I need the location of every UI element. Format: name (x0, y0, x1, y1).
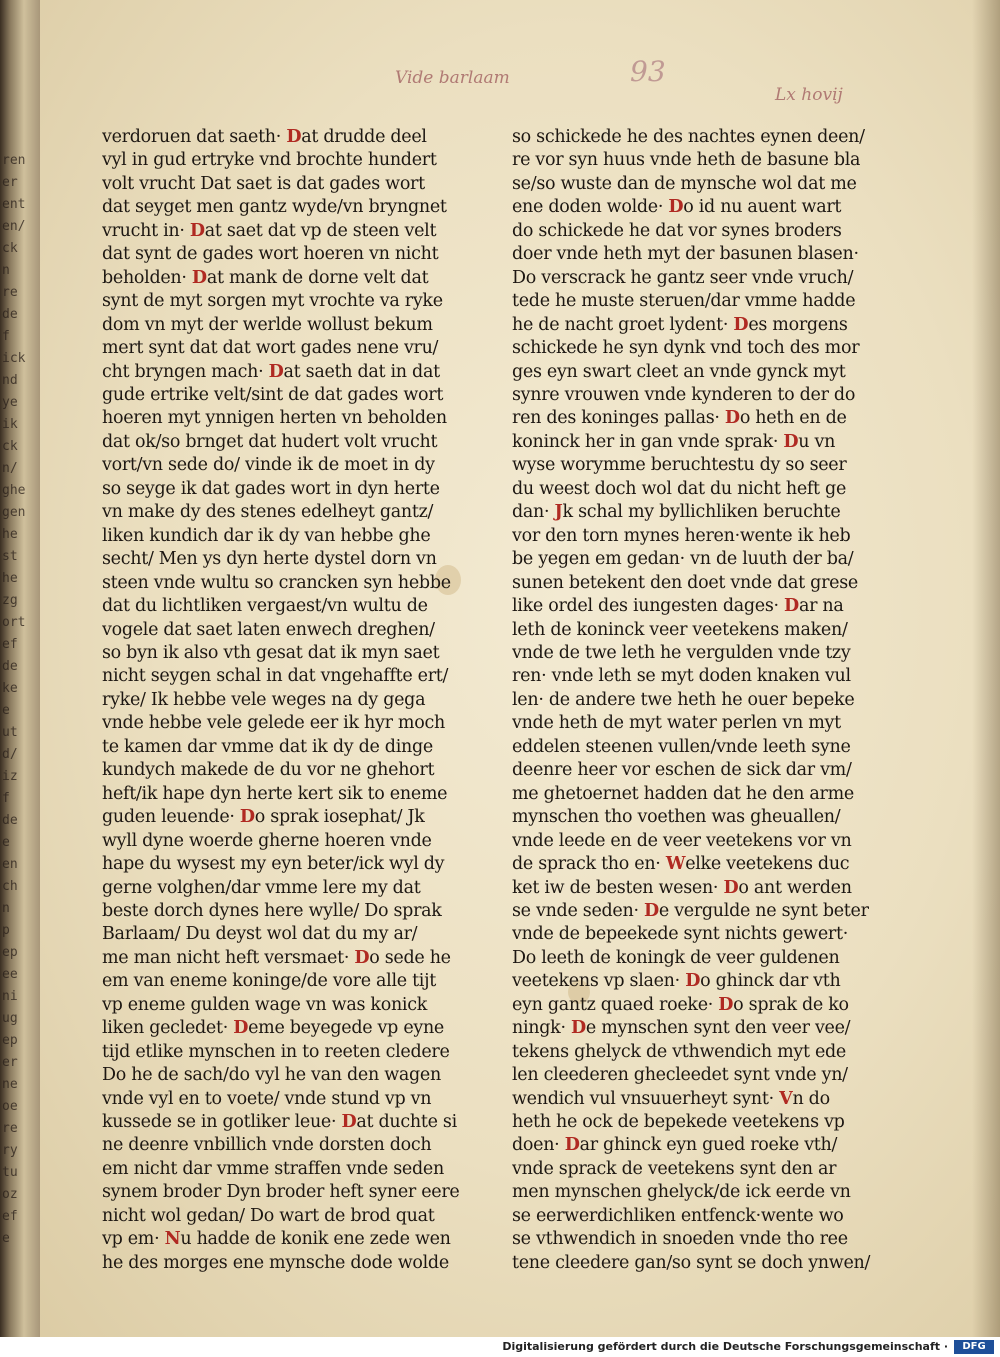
text-line: cht bryngen mach· Dat saeth dat in dat (102, 361, 440, 382)
adjacent-text-fragment: f (2, 329, 10, 344)
adjacent-text-fragment: ick (2, 351, 26, 366)
text-line: re vor syn huus vnde heth de basune bla (512, 150, 861, 171)
adjacent-text-fragment: n/ (2, 461, 18, 476)
text-line: he de nacht groet lydent· Des morgens (512, 314, 848, 335)
text-line: tekens ghelyck de vthwendich myt ede (512, 1041, 846, 1062)
text-line: ne deenre vnbillich vnde dorsten doch (102, 1135, 432, 1156)
margin-note-right: Lx hovij (775, 85, 843, 105)
text-line: mynschen tho voethen was gheuallen/ (512, 807, 841, 828)
text-line: liken kundich dar ik dy van hebbe ghe (102, 525, 431, 546)
adjacent-text-fragment: oe (2, 1099, 18, 1114)
adjacent-text-fragment: de (2, 813, 18, 828)
text-line: doen· Dar ghinck eyn gued roeke vth/ (512, 1135, 838, 1156)
adjacent-text-fragment: ort (2, 615, 26, 630)
text-line: leth de koninck veer veetekens maken/ (512, 619, 848, 640)
adjacent-text-fragment: ne (2, 1077, 18, 1092)
text-line: ren des koninges pallas· Do heth en de (512, 408, 847, 429)
text-line: hape du wysest my eyn beter/ick wyl dy (102, 854, 445, 875)
text-line: len· de andere twe heth he ouer bepeke (512, 689, 855, 710)
text-line: vp eneme gulden wage vn was konick (102, 994, 428, 1015)
adjacent-text-fragment: ut (2, 725, 18, 740)
text-line: wyll dyne woerde gherne hoeren vnde (102, 830, 432, 851)
text-line: gerne volghen/dar vmme lere my dat (102, 877, 421, 898)
text-line: gude ertrike velt/sint de dat gades wort (102, 384, 444, 405)
adjacent-text-fragment: ep (2, 945, 18, 960)
adjacent-text-fragment: e (2, 703, 10, 718)
text-line: Do he de sach/do vyl he van den wagen (102, 1065, 441, 1086)
adjacent-page-text (2, 150, 38, 1270)
adjacent-text-fragment: ef (2, 1209, 18, 1224)
text-line: so schickede he des nachtes eynen deen/ (512, 127, 865, 147)
text-line: koninck her in gan vnde sprak· Du vn (512, 431, 836, 452)
text-line: em nicht dar vmme straffen vnde seden (102, 1158, 444, 1179)
book-page (40, 0, 1000, 1337)
text-line: synt de myt sorgen myt vrochte va ryke (102, 291, 443, 312)
text-line: tijd etlike mynschen in to reeten cledere (102, 1041, 450, 1062)
text-line: vnde leede en de veer veetekens vor vn (512, 830, 852, 851)
text-line: ryke/ Ik hebbe vele weges na dy gega (102, 689, 426, 710)
text-line: steen vnde wultu so crancken syn hebbe (102, 572, 451, 593)
text-line: vort/vn sede do/ vinde ik de moet in dy (102, 455, 435, 476)
adjacent-text-fragment: en/ (2, 219, 26, 234)
adjacent-text-fragment: ni (2, 989, 18, 1004)
adjacent-page-edge (0, 0, 40, 1337)
text-line: len cleederen ghecleedet synt vnde yn/ (512, 1065, 848, 1086)
text-line: sunen betekent den doet vnde dat grese (512, 572, 858, 593)
text-line: vrucht in· Dat saet dat vp de steen velt (102, 220, 437, 241)
text-column-right (512, 126, 892, 1275)
adjacent-text-fragment: e (2, 1231, 10, 1246)
text-line: synre vrouwen vnde kynderen to der do (512, 384, 856, 405)
text-line: nicht seygen schal in dat vngehaffte ert/ (102, 666, 449, 687)
text-line: liken gecledet· Deme beyegede vp eyne (102, 1018, 444, 1039)
text-line: wendich vul vnsuuerheyt synt· Vn do (512, 1088, 830, 1109)
text-line: so seyge ik dat gades wort in dyn herte (102, 478, 440, 499)
adjacent-text-fragment: oz (2, 1187, 18, 1202)
text-line: se/so wuste dan de mynsche wol dat me (512, 173, 857, 194)
adjacent-text-fragment: re (2, 285, 18, 300)
adjacent-text-fragment: en (2, 857, 18, 872)
adjacent-text-fragment: f (2, 791, 10, 806)
adjacent-text-fragment: ep (2, 1033, 18, 1048)
text-line: kundych makede de du vor ne ghehort (102, 760, 435, 781)
text-line: do schickede he dat vor synes broders (512, 220, 842, 241)
text-line: dan· Jk schal my byllichliken beruchte (512, 502, 841, 523)
text-line: so byn ik also vth gesat dat ik myn saet (102, 642, 440, 663)
text-line: vogele dat saet laten enwech dreghen/ (102, 619, 435, 640)
adjacent-text-fragment: ee (2, 967, 18, 982)
adjacent-text-fragment: nd (2, 373, 18, 388)
adjacent-text-fragment: zg (2, 593, 18, 608)
text-line: tede he muste steruen/dar vmme hadde (512, 291, 856, 312)
text-line: tene cleedere gan/so synt se doch ynwen/ (512, 1252, 871, 1273)
adjacent-text-fragment: st (2, 549, 18, 564)
adjacent-text-fragment: iz (2, 769, 18, 784)
adjacent-text-fragment: ef (2, 637, 18, 652)
text-line: dat synt de gades wort hoeren vn nicht (102, 244, 439, 265)
text-line: secht/ Men ys dyn herte dystel dorn vn (102, 549, 437, 570)
adjacent-text-fragment: de (2, 307, 18, 322)
text-column-left (102, 126, 482, 1275)
text-line: te kamen dar vmme dat ik dy de dinge (102, 736, 433, 757)
dfg-logo: DFG (954, 1340, 994, 1354)
text-line: hoeren myt ynnigen herten vn beholden (102, 408, 447, 429)
text-line: vnde hebbe vele gelede eer ik hyr moch (102, 713, 445, 734)
text-line: vnde vyl en to voete/ vnde stund vp vn (102, 1088, 432, 1109)
text-line: synem broder Dyn broder heft syner eere (102, 1182, 460, 1203)
text-line: vyl in gud ertryke vnd brochte hundert (102, 150, 437, 171)
margin-note-left: Vide barlaam (395, 68, 510, 88)
text-line: vnde heth de myt water perlen vn myt (512, 713, 841, 734)
text-line: volt vrucht Dat saet is dat gades wort (102, 173, 425, 194)
text-line: nicht wol gedan/ Do wart de brod quat (102, 1205, 435, 1226)
text-line: ket iw de besten wesen· Do ant werden (512, 877, 852, 898)
text-line: vnde de twe leth he vergulden vnde tzy (512, 642, 851, 663)
text-line: heth he ock de bepekede veetekens vp (512, 1112, 845, 1133)
adjacent-text-fragment: ry (2, 1143, 18, 1158)
text-line: veetekens vp slaen· Do ghinck dar vth (512, 971, 841, 992)
adjacent-text-fragment: ch (2, 879, 18, 894)
text-line: beholden· Dat mank de dorne velt dat (102, 267, 429, 288)
adjacent-text-fragment: e (2, 835, 10, 850)
text-line: se eerwerdichliken entfenck·wente wo (512, 1205, 844, 1226)
footer-credit: Digitalisierung gefördert durch die Deutsche Forschungsgemeinschaft · (502, 1340, 948, 1353)
text-line: me ghetoernet hadden dat he den arme (512, 783, 854, 804)
text-line: like ordel des iungesten dages· Dar na (512, 596, 844, 617)
text-line: men mynschen ghelyck/de ick eerde vn (512, 1182, 851, 1203)
text-line: du weest doch wol dat du nicht heft ge (512, 478, 847, 499)
text-line: dat ok/so brnget dat hudert volt vrucht (102, 431, 438, 452)
adjacent-text-fragment: p (2, 923, 10, 938)
adjacent-text-fragment: ck (2, 241, 18, 256)
text-line: wyse worymme beruchtestu dy so seer (512, 455, 847, 476)
text-line: dat seyget men gantz wyde/vn bryngnet (102, 197, 447, 218)
text-line: se vnde seden· De vergulde ne synt beter (512, 900, 869, 921)
adjacent-text-fragment: n (2, 263, 10, 278)
adjacent-text-fragment: de (2, 659, 18, 674)
adjacent-text-fragment: ye (2, 395, 18, 410)
text-line: se vthwendich in snoeden vnde tho ree (512, 1229, 848, 1250)
folio-number: 93 (630, 55, 666, 88)
text-line: dom vn myt der werlde wollust bekum (102, 314, 433, 335)
adjacent-text-fragment: ck (2, 439, 18, 454)
text-line: vnde de bepeekede synt nichts gewert· (512, 924, 848, 945)
text-line: ges eyn swart cleet an vnde gynck myt (512, 361, 846, 382)
text-line: schickede he syn dynk vnd toch des mor (512, 338, 860, 359)
adjacent-text-fragment: ghe (2, 483, 26, 498)
adjacent-text-fragment: ke (2, 681, 18, 696)
text-line: ene doden wolde· Do id nu auent wart (512, 197, 842, 218)
text-line: me man nicht heft versmaet· Do sede he (102, 947, 451, 968)
adjacent-text-fragment: d/ (2, 747, 18, 762)
text-line: guden leuende· Do sprak iosephat/ Jk (102, 807, 425, 828)
text-line: mert synt dat dat wort gades nene vru/ (102, 338, 439, 359)
adjacent-text-fragment: ent (2, 197, 26, 212)
text-line: verdoruen dat saeth· Dat drudde deel (102, 127, 427, 147)
text-line: vn make dy des stenes edelheyt gantz/ (102, 502, 434, 523)
text-line: dat du lichtliken vergaest/vn wultu de (102, 596, 428, 617)
text-line: de sprack tho en· Welke veetekens duc (512, 854, 850, 875)
adjacent-text-fragment: re (2, 1121, 18, 1136)
text-line: be yegen em gedan· vn de luuth der ba/ (512, 549, 854, 570)
text-line: deenre heer vor eschen de sick dar vm/ (512, 760, 852, 781)
text-line: kussede se in gotliker leue· Dat duchte si (102, 1112, 457, 1133)
adjacent-text-fragment: gen (2, 505, 26, 520)
text-line: eddelen steenen vullen/vnde leeth syne (512, 736, 851, 757)
text-line: ningk· De mynschen synt den veer vee/ (512, 1018, 851, 1039)
adjacent-text-fragment: n (2, 901, 10, 916)
text-line: vor den torn mynes heren·wente ik heb (512, 525, 851, 546)
text-line: Barlaam/ Du deyst wol dat du my ar/ (102, 924, 418, 945)
adjacent-text-fragment: ik (2, 417, 18, 432)
text-line: vnde sprack de veetekens synt den ar (512, 1158, 837, 1179)
adjacent-text-fragment: he (2, 571, 18, 586)
text-line: heft/ik hape dyn herte kert sik to eneme (102, 783, 448, 804)
text-line: eyn gantz quaed roeke· Do sprak de ko (512, 994, 849, 1015)
adjacent-text-fragment: ug (2, 1011, 18, 1026)
footer-bar (0, 1337, 1000, 1357)
text-line: ren· vnde leth se myt doden knaken vul (512, 666, 851, 687)
adjacent-text-fragment: er (2, 1055, 18, 1070)
adjacent-text-fragment: he (2, 527, 18, 542)
adjacent-text-fragment: tu (2, 1165, 18, 1180)
text-line: em van eneme koninge/de vore alle tijt (102, 971, 436, 992)
text-line: beste dorch dynes here wylle/ Do sprak (102, 900, 442, 921)
text-line: Do verscrack he gantz seer vnde vruch/ (512, 267, 854, 288)
text-line: doer vnde heth myt der basunen blasen· (512, 244, 859, 265)
adjacent-text-fragment: er (2, 175, 18, 190)
adjacent-text-fragment: ren (2, 153, 26, 168)
text-line: Do leeth de koningk de veer guldenen (512, 947, 840, 968)
text-line: vp em· Nu hadde de konik ene zede wen (102, 1229, 451, 1250)
text-line: he des morges ene mynsche dode wolde (102, 1252, 449, 1273)
